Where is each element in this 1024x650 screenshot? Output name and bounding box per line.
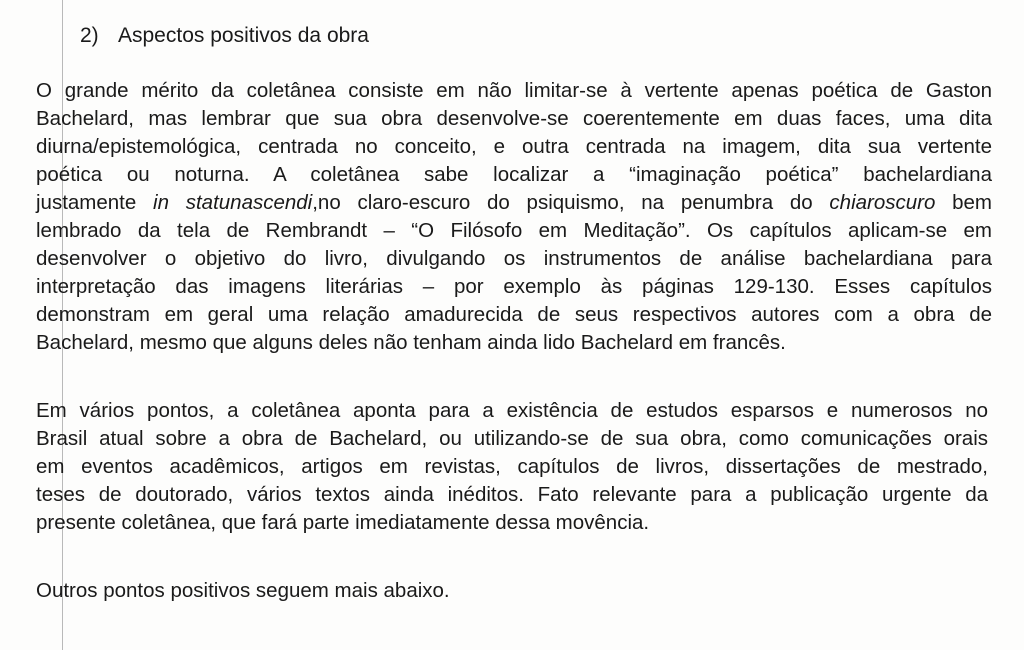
- paragraph-line: em eventos acadêmicos, artigos em revistas, capítulos de livros, dissertações de mestrado,: [36, 455, 988, 478]
- paragraph-line: teses de doutorado, vários textos ainda inéditos. Fato relevante para a publicação urgente da: [36, 483, 988, 506]
- paragraph-line: Outros pontos positivos seguem mais abaixo.: [36, 579, 450, 602]
- section-number: 2): [80, 24, 99, 47]
- italic-term: in statunascendi: [153, 191, 313, 214]
- section-heading: [80, 22, 369, 50]
- section-title: Aspectos positivos da obra: [118, 24, 369, 47]
- italic-term: chiaroscuro: [829, 191, 936, 214]
- paragraph-line: presente coletânea, que fará parte imediatamente dessa movência.: [36, 511, 650, 534]
- paragraph-line: Bachelard, mesmo que alguns deles não tenham ainda lido Bachelard em francês.: [36, 331, 786, 354]
- paragraph-line: poética ou noturna. A coletânea sabe localizar a “imaginação poética” bachelardiana: [36, 163, 992, 186]
- paragraph-line: Brasil atual sobre a obra de Bachelard, ou utilizando-se de sua obra, como comunicações orais: [36, 427, 988, 450]
- paragraph-line: Bachelard, mas lembrar que sua obra desenvolve-se coerentemente em duas faces, uma dita: [36, 107, 992, 130]
- text-run: bem: [935, 191, 993, 214]
- paragraph-line: desenvolver o objetivo do livro, divulgando os instrumentos de análise bachelardiana para: [36, 247, 992, 270]
- paragraph-line: O grande mérito da coletânea consiste em não limitar-se à vertente apenas poética de Gaston: [36, 79, 992, 102]
- text-run: ,no claro-escuro do psiquismo, na penumbra do: [312, 191, 830, 214]
- paragraph-line: Em vários pontos, a coletânea aponta para a existência de estudos esparsos e numerosos no: [36, 399, 988, 422]
- paragraph-line: diurna/epistemológica, centrada no conceito, e outra centrada na imagem, dita sua vertente: [36, 135, 992, 158]
- text-run: justamente: [36, 191, 154, 214]
- paragraph-line: lembrado da tela de Rembrandt – “O Filósofo em Meditação”. Os capítulos aplicam-se em: [36, 219, 992, 242]
- paragraph-line: interpretação das imagens literárias – por exemplo às páginas 129-130. Esses capítulos: [36, 275, 992, 298]
- paragraph-line: demonstram em geral uma relação amadurecida de seus respectivos autores com a obra de: [36, 303, 992, 326]
- paragraph-line-italic-terms: [36, 189, 992, 217]
